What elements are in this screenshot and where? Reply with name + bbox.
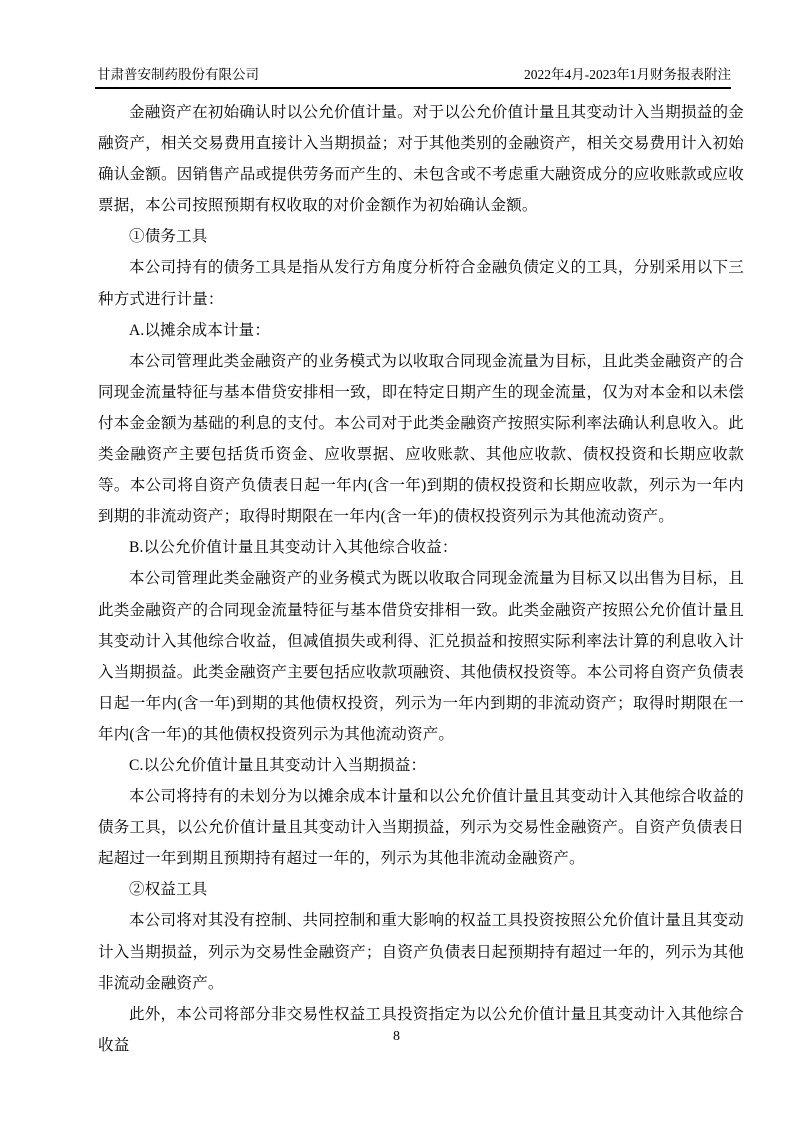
paragraph-debt-instruments-intro: 本公司持有的债务工具是指从发行方角度分析符合金融负债定义的工具，分别采用以下三种方式进行计量：: [98, 259, 744, 308]
paragraph-fvtpl: 本公司将持有的未划分为以摊余成本计量和以公允价值计量且其变动计入其他综合收益的债务工具，以公允价值计量且其变动计入当期损益，列示为交易性金融资产。自资产负债表日起超过一年到期且预期持有超过一年的，列示为其他非流动金融资产。: [98, 788, 744, 868]
page-header: [97, 66, 731, 84]
heading-debt-instruments: ①债务工具: [129, 228, 208, 246]
paragraph-amortized-cost: 本公司管理此类金融资产的业务模式为以收取合同现金流量为目标，且此类金融资产的合同现金流量特征与基本借贷安排相一致，即在特定日期产生的现金流量，仅为对本金和以未偿付本金金额为基础的利息的支付。本公司对于此类金融资产按照实际利率法确认利息收入。此类金融资产主要包括货币资金、应收票据、应收账款、其他应收款、债权投资和长期应收款等。本公司将自资产负债表日起一年内(含一年)到期的债权投资和长期应收款，列示为一年内到期的非流动资产；取得时期限在一年内(含一年)的债权投资列示为其他流动资产。: [98, 352, 744, 526]
paragraph-non-trading-equity: 此外，本公司将部分非交易性权益工具投资指定为以公允价值计量且其变动计入其他综合收益: [98, 1005, 744, 1054]
paragraph-fvoci: 本公司管理此类金融资产的业务模式为既以收取合同现金流量为目标又以出售为目标，且此类金融资产的合同现金流量特征与基本借贷安排相一致。此类金融资产按照公允价值计量且其变动计入其他综合收益，但减值损失或利得、汇兑损益和按照实际利率法计算的利息收入计入当期损益。此类金融资产主要包括应收款项融资、其他债权投资等。本公司将自资产负债表日起一年内(含一年)到期的其他债权投资，列示为一年内到期的非流动资产；取得时期限在一年内(含一年)的其他债权投资列示为其他流动资产。: [98, 570, 744, 743]
heading-amortized-cost: A.以摊余成本计量：: [129, 321, 271, 339]
heading-equity-instruments: ②权益工具: [129, 881, 208, 899]
page-number: 8: [393, 1029, 400, 1044]
heading-fvtpl: C.以公允价值计量且其变动计入当期损益：: [129, 756, 427, 774]
paragraph-equity-instruments: 本公司将对其没有控制、共同控制和重大影响的权益工具投资按照公允价值计量且其变动计入当期损益，列示为交易性金融资产；自资产负债表日起预期持有超过一年的，列示为其他非流动金融资产。: [98, 912, 744, 992]
report-title: 2022年4月-2023年1月财务报表附注: [524, 67, 731, 82]
paragraph-initial-recognition: 金融资产在初始确认时以公允价值计量。对于以公允价值计量且其变动计入当期损益的金融资产，相关交易费用直接计入当期损益；对于其他类别的金融资产，相关交易费用计入初始确认金额。因销售产品或提供劳务而产生的、未包含或不考虑重大融资成分的应收账款或应收票据，本公司按照预期有权收取的对价金额作为初始确认金额。: [98, 104, 744, 215]
company-name: 甘肃普安制药股份有限公司: [97, 67, 259, 82]
document-body: [98, 97, 744, 1061]
header-rule: [95, 87, 731, 89]
heading-fvoci: B.以公允价值计量且其变动计入其他综合收益：: [129, 539, 458, 557]
page-footer: [0, 1028, 793, 1046]
